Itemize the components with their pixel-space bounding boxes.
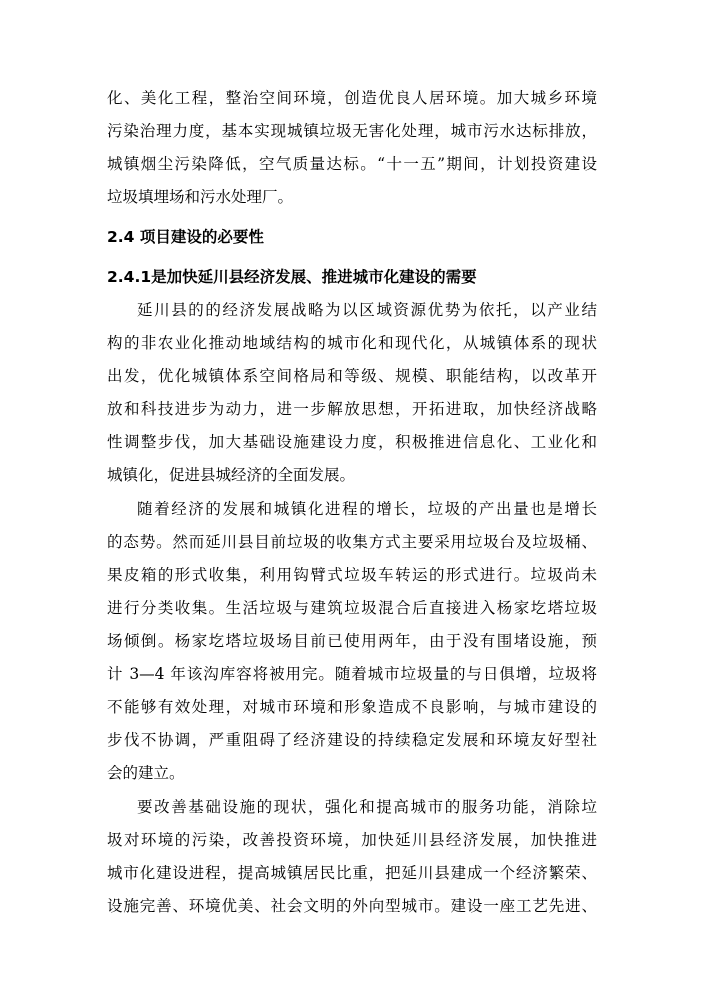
text-line: 计 3—4 年该沟库容将被用完。随着城市垃圾量的与日俱增，垃圾将 (107, 665, 597, 683)
text-line: 城镇烟尘污染降低，空气质量达标。“十一五”期间，计划投资建设 (107, 155, 597, 173)
text-line: 场倾倒。杨家圪塔垃圾场目前已使用两年，由于没有围堵设施，预 (107, 632, 597, 650)
text-line: 出发，优化城镇体系空间格局和等级、规模、职能结构，以改革开 (107, 367, 597, 385)
text-line: 污染治理力度，基本实现城镇垃圾无害化处理，城市污水达标排放， (107, 122, 597, 140)
text-line: 果皮箱的形式收集，利用钩臂式垃圾车转运的形式进行。垃圾尚未 (107, 566, 597, 584)
section-heading: 2.4 项目建设的必要性 (107, 228, 264, 246)
text-line: 设施完善、环境优美、社会文明的外向型城市。建设一座工艺先进、 (107, 897, 597, 915)
text-line: 放和科技进步为动力，进一步解放思想，开拓进取，加快经济战略 (107, 400, 597, 418)
subsection-heading: 2.4.1是加快延川县经济发展、推进城市化建设的需要 (107, 268, 477, 286)
text-line: 构的非农业化推动地域结构的城市化和现代化，从城镇体系的现状 (107, 334, 597, 352)
text-line: 性调整步伐，加大基础设施建设力度，积极推进信息化、工业化和 (107, 433, 597, 451)
text-line: 步伐不协调，严重阻碍了经济建设的持续稳定发展和环境友好型社 (107, 731, 597, 749)
text-line: 圾对环境的污染，改善投资环境，加快延川县经济发展，加快推进 (107, 831, 597, 849)
text-line: 垃圾填埋场和污水处理厂。 (107, 188, 294, 206)
text-line: 会的建立。 (107, 764, 185, 782)
text-line: 延川县的的经济发展战略为以区域资源优势为依托，以产业结 (137, 301, 597, 319)
text-line: 不能够有效处理，对城市环境和形象造成不良影响，与城市建设的 (107, 698, 597, 716)
text-line: 化、美化工程，整治空间环境，创造优良人居环境。加大城乡环境 (107, 89, 597, 107)
text-line: 的态势。然而延川县目前垃圾的收集方式主要采用垃圾台及垃圾桶、 (107, 533, 597, 551)
text-line: 城市化建设进程，提高城镇居民比重，把延川县建成一个经济繁荣、 (107, 864, 597, 882)
text-line: 要改善基础设施的现状，强化和提高城市的服务功能，消除垃 (137, 798, 597, 816)
text-line: 城镇化，促进县城经济的全面发展。 (107, 466, 356, 484)
text-line: 进行分类收集。生活垃圾与建筑垃圾混合后直接进入杨家圪塔垃圾 (107, 599, 597, 617)
text-line: 随着经济的发展和城镇化进程的增长，垃圾的产出量也是增长 (137, 500, 597, 518)
